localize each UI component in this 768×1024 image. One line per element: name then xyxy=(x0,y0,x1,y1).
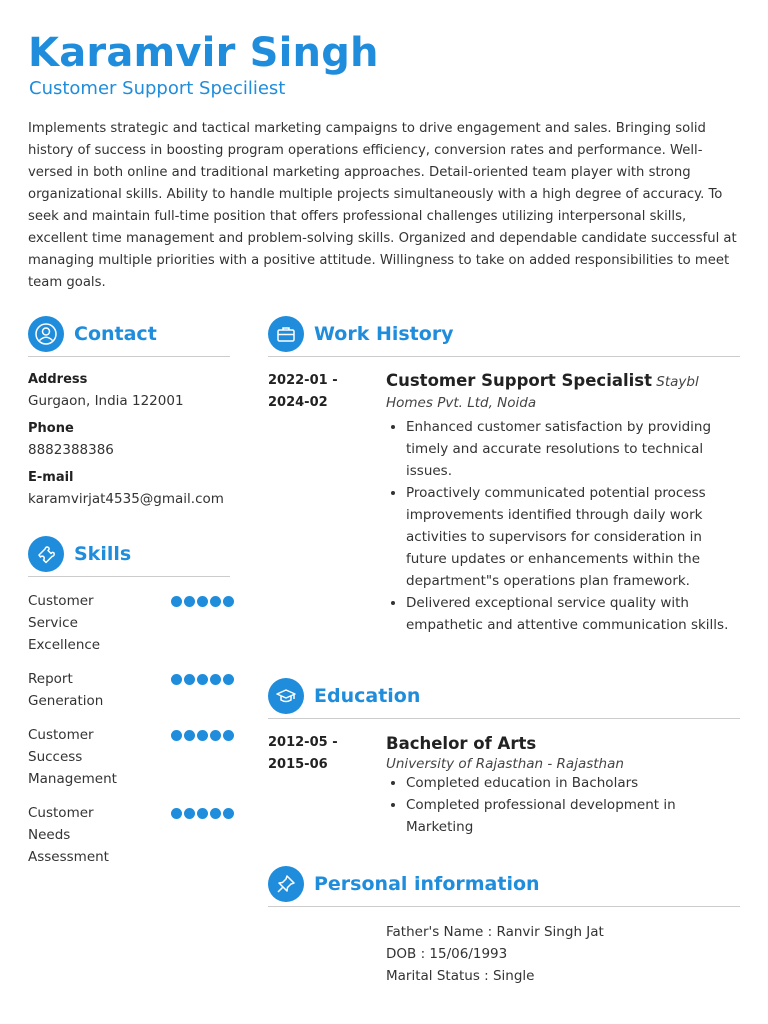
job-entry xyxy=(268,370,740,636)
contact-details xyxy=(28,372,238,519)
phone-value: 8882388386 xyxy=(28,442,114,458)
personal-section-header xyxy=(268,866,740,907)
list-item: • Completed education in Bacholars xyxy=(406,772,740,794)
degree: Bachelor of Arts xyxy=(386,734,537,753)
job-title: Customer Support Specialist xyxy=(386,371,652,390)
job-start: 2022-01 - xyxy=(268,373,338,388)
skill-item xyxy=(28,590,234,656)
person-icon xyxy=(28,316,64,352)
job-end: 2024-02 xyxy=(268,395,328,410)
education-start: 2012-05 - xyxy=(268,735,338,750)
school: University of Rajasthan - Rajasthan xyxy=(386,756,624,772)
skills-section-header xyxy=(28,536,230,577)
date-of-birth: DOB : 15/06/1993 xyxy=(386,946,508,962)
skill-name: Customer Needs Assessment xyxy=(28,805,109,865)
phone-label: Phone xyxy=(28,421,74,436)
skill-rating xyxy=(171,674,234,712)
skill-item xyxy=(28,802,234,868)
list-item: • Delivered exceptional service quality with empathetic and attentive communication skills. xyxy=(406,592,740,636)
contact-title: Contact xyxy=(74,323,157,345)
email-label: E-mail xyxy=(28,470,74,485)
skill-name: Customer Success Management xyxy=(28,727,117,787)
graduation-cap-icon xyxy=(268,678,304,714)
list-item: • Enhanced customer satisfaction by providing timely and accurate resolutions to technical issues. xyxy=(406,416,740,482)
address-value: Gurgaon, India 122001 xyxy=(28,393,184,409)
education-entry xyxy=(268,732,740,838)
skills-list xyxy=(28,590,234,880)
personal-details xyxy=(386,921,604,987)
skill-item xyxy=(28,724,234,790)
skill-name: Report Generation xyxy=(28,671,104,709)
professional-summary: Implements strategic and tactical marketing campaigns to drive engagement and sales. Bringing solid history of success in boosting program operations efficiency, conversion rates and performance. Well-versed in both online and traditional marketing approaches. Detail-oriented team player with strong organizational skills. Ability to handle multiple projects simultaneously with a high degree of accuracy. To seek and maintain full-time position that offers professional challenges utilizing interpersonal skills, excellent time management and problem-solving skills. Organized and dependable candidate successful at managing multiple priorities with a positive attitude. Willingness to take on added responsibilities to meet team goals. xyxy=(28,121,737,290)
job-bullets xyxy=(386,416,740,636)
father-name: Father's Name : Ranvir Singh Jat xyxy=(386,924,604,940)
skill-rating xyxy=(171,730,234,790)
work-title: Work History xyxy=(314,323,454,345)
list-item: • Proactively communicated potential process improvements identified through daily work activities to supervisors for consideration in future updates or enhancements within the department"s operations plan framework. xyxy=(406,482,740,592)
skill-name: Customer Service Excellence xyxy=(28,593,101,653)
education-dates xyxy=(268,732,368,776)
candidate-name: Karamvir Singh xyxy=(28,30,379,76)
puzzle-icon xyxy=(28,536,64,572)
work-section-header xyxy=(268,316,740,357)
education-bullets xyxy=(386,772,740,838)
skill-item xyxy=(28,668,234,712)
personal-title: Personal information xyxy=(314,873,540,895)
education-title: Education xyxy=(314,685,421,707)
skills-title: Skills xyxy=(74,543,132,565)
marital-status: Marital Status : Single xyxy=(386,968,535,984)
briefcase-icon xyxy=(268,316,304,352)
candidate-role: Customer Support Speciliest xyxy=(29,78,286,99)
skill-rating xyxy=(171,596,234,656)
education-end: 2015-06 xyxy=(268,757,328,772)
education-section-header xyxy=(268,678,740,719)
skill-rating xyxy=(171,808,234,868)
contact-section-header xyxy=(28,316,230,357)
list-item: • Completed professional development in Marketing xyxy=(406,794,740,838)
pushpin-icon xyxy=(268,866,304,902)
email-value[interactable]: karamvirjat4535@gmail.com xyxy=(28,491,224,507)
address-label: Address xyxy=(28,372,88,387)
job-dates xyxy=(268,370,368,414)
job-company: Staybl Homes Pvt. Ltd, Noida xyxy=(386,374,699,411)
